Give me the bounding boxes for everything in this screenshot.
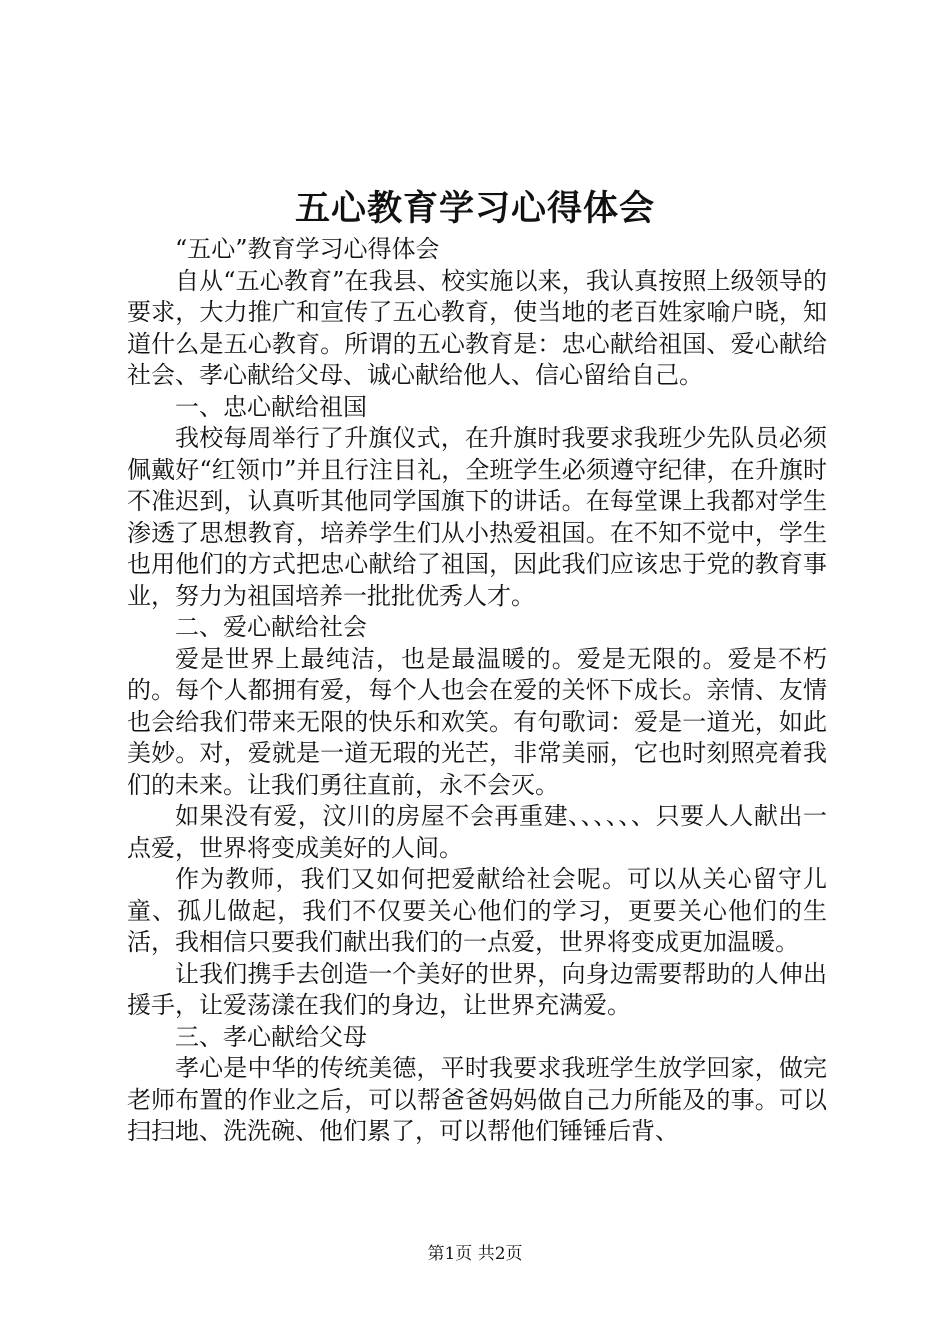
section-heading-3: 三、孝心献给父母: [175, 1022, 367, 1051]
page-number: 第1页 共2页: [427, 1244, 523, 1264]
intro-paragraph: 自从“五心教育”在我县、校实施以来，我认真按照上级领导的要求，大力推广和宣传了五心教育，使当地的老百姓家喻户晓，知道什么是五心教育。所谓的五心教育是：忠心献给祖国、爱心献给社会、孝心献给父母、诚心献给他人、信心留给自己。: [127, 266, 827, 389]
body-paragraph: 作为教师，我们又如何把爱献给社会呢。可以从关心留守儿童、孤儿做起，我们不仅要关心他们的学习，更要关心他们的生活，我相信只要我们献出我们的一点爱，世界将变成更加温暖。: [127, 865, 827, 956]
page-footer: [0, 1243, 950, 1265]
document-title: 五心教育学习心得体会: [294, 188, 655, 229]
body-paragraph: 孝心是中华的传统美德，平时我要求我班学生放学回家，做完老师布置的作业之后，可以帮爸爸妈妈做自己力所能及的事。可以扫扫地、洗洗碗、他们累了，可以帮他们锤锤后背、: [127, 1054, 827, 1145]
subtitle-paragraph: “五心”教育学习心得体会: [175, 235, 440, 263]
section-heading-2: 二、爱心献给社会: [175, 613, 367, 641]
body-paragraph: 我校每周举行了升旗仪式，在升旗时我要求我班少先队员必须佩戴好“红领巾”并且行注目礼，全班学生必须遵守纪律，在升旗时不准迟到，认真听其他同学国旗下的讲话。在每堂课上我都对学生渗透了思想教育，培养学生们从小热爱祖国。在不知不觉中，学生也用他们的方式把忠心献给了祖国，因此我们应该忠于党的教育事业，努力为祖国培养一批批优秀人才。: [127, 424, 827, 610]
body-paragraph: 如果没有爱，汶川的房屋不会再重建、、、、、、只要人人献出一点爱，世界将变成美好的人间。: [127, 802, 827, 862]
body-paragraph: 让我们携手去创造一个美好的世界，向身边需要帮助的人伸出援手，让爱荡漾在我们的身边，让世界充满爱。: [127, 959, 827, 1019]
document-body: [127, 234, 827, 1148]
section-heading-1: 一、忠心献给祖国: [175, 392, 367, 421]
body-paragraph: 爱是世界上最纯洁，也是最温暖的。爱是无限的。爱是不朽的。每个人都拥有爱，每个人也会在爱的关怀下成长。亲情、友情也会给我们带来无限的快乐和欢笑。有句歌词：爱是一道光，如此美妙。对，爱就是一道无瑕的光芒，非常美丽，它也时刻照亮着我们的未来。让我们勇往直前，永不会灭。: [127, 644, 827, 799]
